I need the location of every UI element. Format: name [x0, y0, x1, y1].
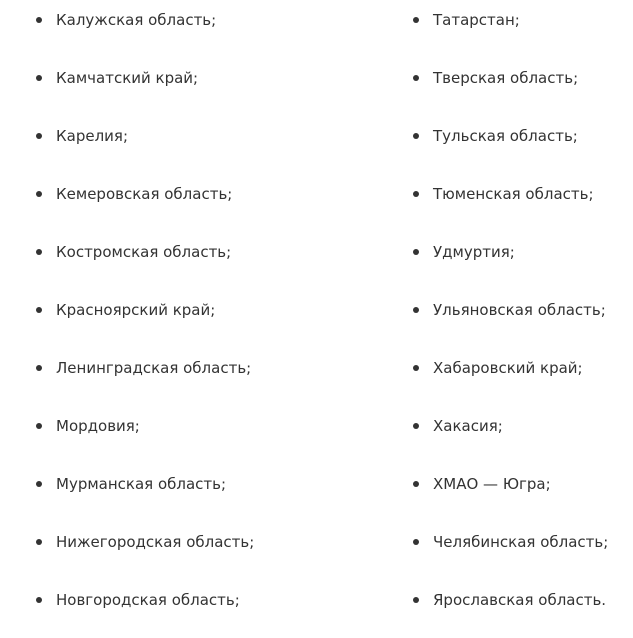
- bullet-icon: [36, 597, 42, 603]
- bullet-icon: [413, 17, 419, 23]
- bullet-icon: [413, 365, 419, 371]
- bullet-icon: [413, 423, 419, 429]
- list-item: [413, 232, 628, 290]
- bullet-icon: [413, 191, 419, 197]
- region-name: Ярославская область.: [433, 591, 607, 609]
- bullet-icon: [36, 17, 42, 23]
- region-name: Новгородская область;: [56, 591, 240, 609]
- bullet-icon: [36, 75, 42, 81]
- region-name: Ульяновская область;: [433, 301, 606, 319]
- list-item: [36, 58, 366, 116]
- bullet-icon: [36, 539, 42, 545]
- bullet-icon: [413, 597, 419, 603]
- region-name: Тульская область;: [433, 127, 578, 145]
- bullet-icon: [36, 423, 42, 429]
- region-name: Калужская область;: [56, 11, 217, 29]
- bullet-icon: [413, 539, 419, 545]
- bullet-icon: [36, 365, 42, 371]
- list-item: [413, 0, 628, 58]
- region-name: Камчатский край;: [56, 69, 199, 87]
- bullet-icon: [36, 191, 42, 197]
- list-item: [36, 290, 366, 348]
- bullet-icon: [413, 75, 419, 81]
- list-item: [413, 406, 628, 464]
- list-item: [413, 348, 628, 406]
- bullet-icon: [36, 249, 42, 255]
- region-name: Удмуртия;: [433, 243, 515, 261]
- region-name: Мордовия;: [56, 417, 140, 435]
- list-item: [413, 290, 628, 348]
- bullet-icon: [36, 133, 42, 139]
- list-item: [413, 464, 628, 522]
- list-item: [36, 522, 366, 580]
- region-name: Костромская область;: [56, 243, 232, 261]
- region-name: Татарстан;: [433, 11, 520, 29]
- list-item: [413, 580, 628, 638]
- list-item: [36, 174, 366, 232]
- region-name: Тверская область;: [433, 69, 579, 87]
- list-item: [36, 116, 366, 174]
- list-item: [36, 580, 366, 638]
- region-name: ХМАО — Югра;: [433, 475, 551, 493]
- list-item: [413, 174, 628, 232]
- list-item: [36, 406, 366, 464]
- region-name: Челябинская область;: [433, 533, 609, 551]
- bullet-icon: [413, 481, 419, 487]
- region-name: Тюменская область;: [433, 185, 594, 203]
- region-name: Карелия;: [56, 127, 129, 145]
- list-item: [36, 0, 366, 58]
- list-item: [413, 116, 628, 174]
- region-name: Ленинградская область;: [56, 359, 252, 377]
- region-name: Хакасия;: [433, 417, 503, 435]
- list-item: [36, 348, 366, 406]
- region-name: Нижегородская область;: [56, 533, 255, 551]
- bullet-icon: [413, 133, 419, 139]
- list-item: [413, 58, 628, 116]
- region-name: Кемеровская область;: [56, 185, 233, 203]
- regions-list-right: [413, 0, 628, 638]
- region-name: Мурманская область;: [56, 475, 227, 493]
- list-item: [413, 522, 628, 580]
- bullet-icon: [36, 307, 42, 313]
- bullet-icon: [36, 481, 42, 487]
- bullet-icon: [413, 307, 419, 313]
- regions-list-left: [36, 0, 366, 638]
- region-name: Хабаровский край;: [433, 359, 583, 377]
- list-item: [36, 464, 366, 522]
- region-name: Красноярский край;: [56, 301, 216, 319]
- list-item: [36, 232, 366, 290]
- bullet-icon: [413, 249, 419, 255]
